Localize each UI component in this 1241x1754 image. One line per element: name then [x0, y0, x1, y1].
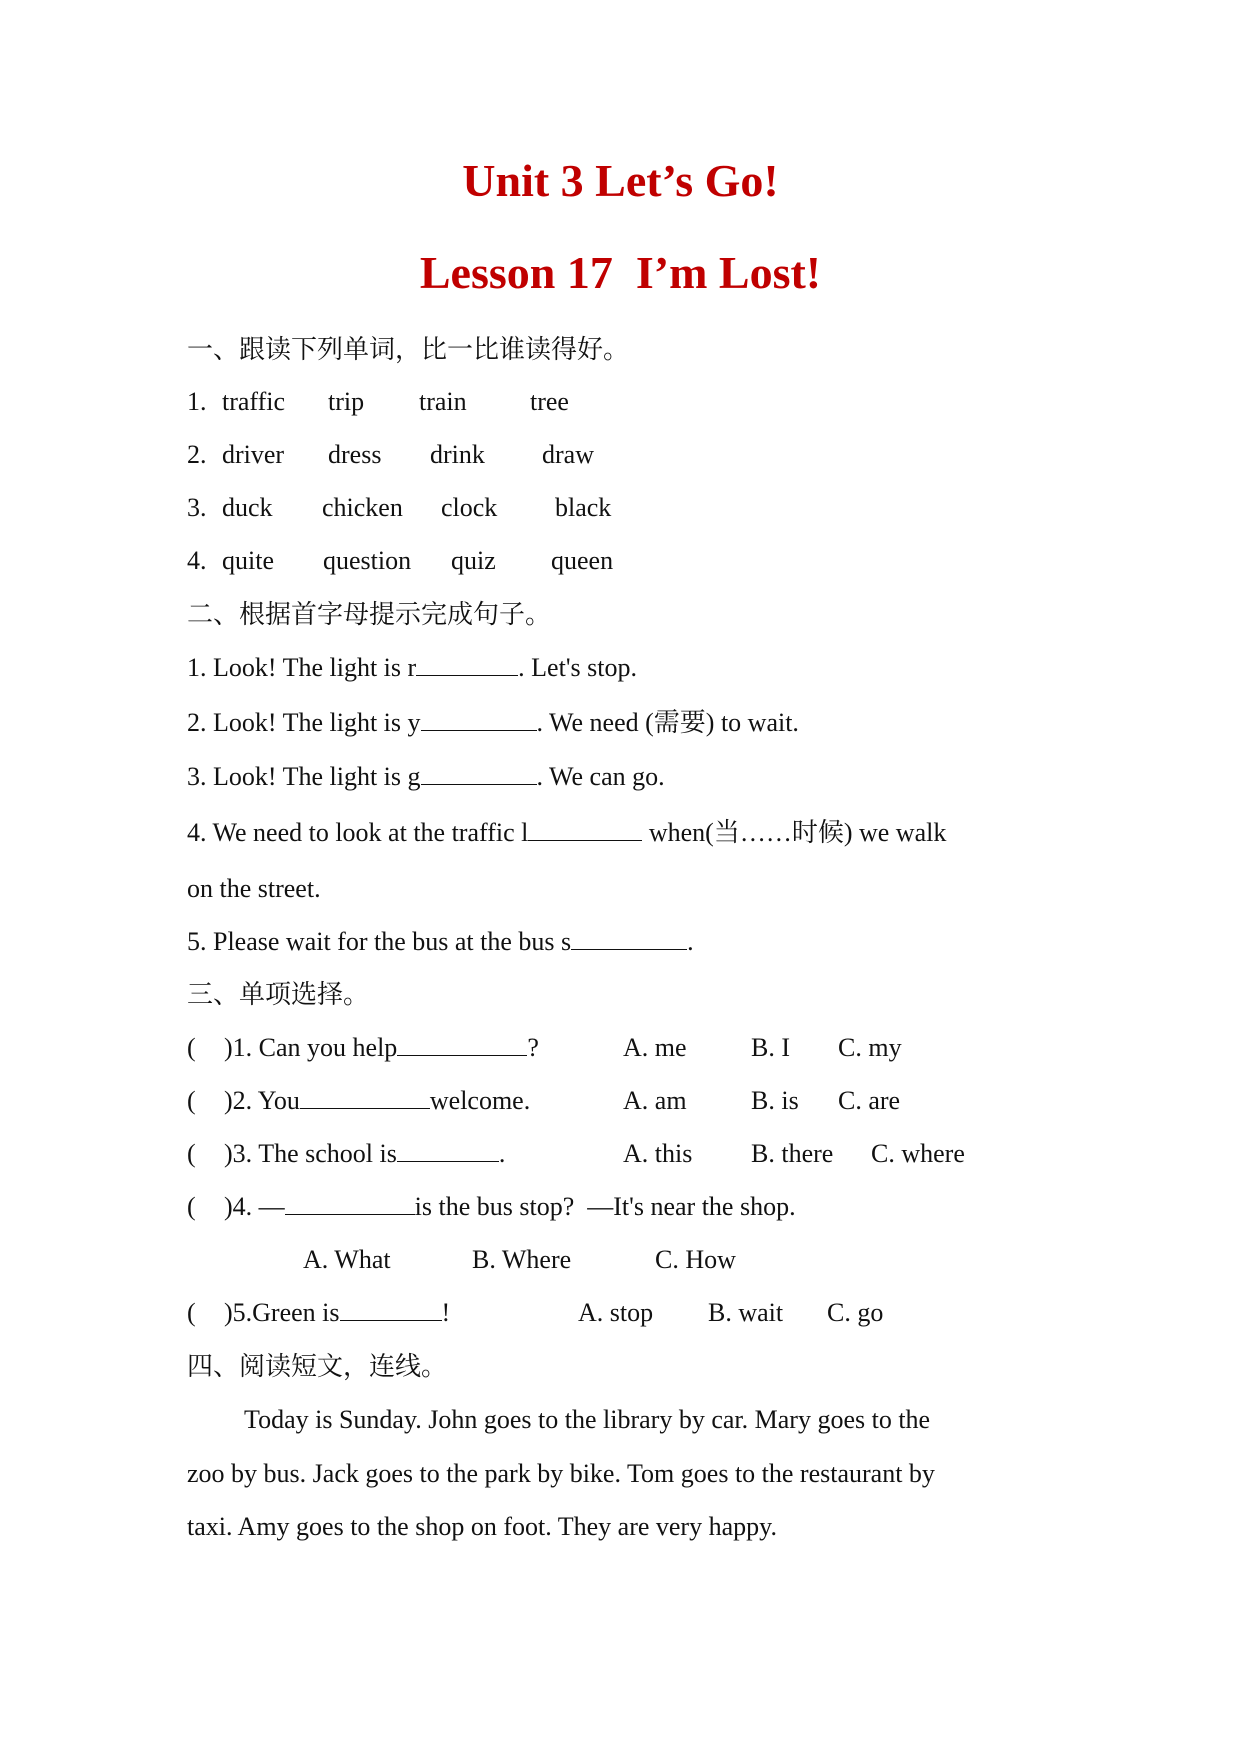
word: driver — [222, 440, 285, 469]
answer-blank — [300, 1084, 430, 1109]
answer-bracket[interactable]: ( — [187, 1139, 196, 1168]
question-stem: )1. Can you help ? — [224, 1033, 539, 1062]
option-a[interactable]: A. this — [623, 1139, 693, 1168]
answer-blank — [340, 1296, 442, 1321]
option-b[interactable]: B. wait — [708, 1298, 784, 1327]
word-row-number: 3. — [187, 493, 207, 522]
sentence-text: 1. Look! The light is r — [187, 653, 417, 682]
option-c[interactable]: C. where — [871, 1139, 965, 1168]
answer-blank[interactable] — [421, 760, 537, 785]
option-b[interactable]: B. I — [751, 1033, 790, 1062]
word-row-number: 4. — [187, 546, 207, 575]
word-row-number: 1. — [187, 387, 207, 416]
option-b[interactable]: B. Where — [472, 1245, 572, 1274]
fill-sentence — [187, 706, 799, 740]
word: quiz — [451, 546, 496, 575]
passage-line: zoo by bus. Jack goes to the park by bike. Tom goes to the restaurant by — [187, 1459, 935, 1488]
sentence-text: 2. Look! The light is y — [187, 708, 421, 737]
answer-blank — [397, 1137, 499, 1162]
lesson-title: Lesson 17 I’m Lost! — [419, 247, 822, 298]
answer-bracket[interactable]: ( — [187, 1086, 196, 1115]
option-b[interactable]: B. is — [751, 1086, 799, 1115]
option-c[interactable]: C. are — [838, 1086, 901, 1115]
word: quite — [222, 546, 274, 575]
word-row-number: 2. — [187, 440, 207, 469]
section3-heading: 三、单项选择。 — [187, 980, 370, 1009]
question-stem: )5.Green is ! — [224, 1298, 451, 1327]
answer-blank[interactable] — [571, 925, 687, 950]
question-stem: )3. The school is . — [224, 1139, 506, 1168]
answer-blank[interactable] — [421, 706, 537, 731]
question-stem: )2. You welcome. — [224, 1086, 531, 1115]
sentence-text: . — [687, 927, 694, 956]
option-a[interactable]: A. am — [623, 1086, 687, 1115]
option-c[interactable]: C. How — [655, 1245, 736, 1274]
option-a[interactable]: A. me — [623, 1033, 687, 1062]
answer-bracket[interactable]: ( — [187, 1192, 196, 1221]
sentence-text: 3. Look! The light is g — [187, 762, 421, 791]
word: draw — [542, 440, 594, 469]
unit-title: Unit 3 Let’s Go! — [462, 155, 779, 206]
answer-blank[interactable] — [416, 651, 518, 676]
word: question — [323, 546, 412, 575]
word: dress — [328, 440, 382, 469]
word: duck — [222, 493, 273, 522]
word: chicken — [322, 493, 403, 522]
section2-heading: 二、根据首字母提示完成句子。 — [187, 600, 552, 629]
word: trip — [328, 387, 365, 416]
fill-sentence — [187, 816, 946, 850]
section1-heading: 一、跟读下列单词，比一比谁读得好。 — [187, 335, 630, 364]
fill-sentence — [187, 760, 665, 794]
option-a[interactable]: A. stop — [578, 1298, 654, 1327]
sentence-text: . We need (需要) to wait. — [536, 708, 799, 737]
sentence-continuation: on the street. — [187, 874, 321, 903]
option-b[interactable]: B. there — [751, 1139, 834, 1168]
option-c[interactable]: C. my — [838, 1033, 902, 1062]
word: train — [419, 387, 467, 416]
passage-line: taxi. Amy goes to the shop on foot. They are very happy. — [187, 1512, 777, 1541]
answer-bracket[interactable]: ( — [187, 1298, 196, 1327]
sentence-text: when(当……时候) we walk — [642, 818, 947, 847]
sentence-text: 5. Please wait for the bus at the bus s — [187, 927, 572, 956]
answer-blank — [285, 1190, 415, 1215]
passage-line: Today is Sunday. John goes to the library by car. Mary goes to the — [244, 1405, 931, 1434]
fill-sentence — [187, 651, 637, 685]
answer-bracket[interactable]: ( — [187, 1033, 196, 1062]
fill-sentence — [187, 925, 694, 959]
word: traffic — [222, 387, 286, 416]
answer-blank[interactable] — [528, 816, 642, 841]
section4-heading: 四、阅读短文，连线。 — [187, 1352, 448, 1381]
sentence-text: . We can go. — [536, 762, 665, 791]
option-c[interactable]: C. go — [827, 1298, 884, 1327]
word: tree — [530, 387, 569, 416]
option-a[interactable]: A. What — [303, 1245, 391, 1274]
word: drink — [430, 440, 485, 469]
answer-blank — [397, 1031, 527, 1056]
word: queen — [551, 546, 614, 575]
sentence-text: . Let's stop. — [518, 653, 637, 682]
word: black — [555, 493, 612, 522]
word: clock — [441, 493, 498, 522]
question-stem: )4. — is the bus stop? —It's near the shop. — [224, 1192, 796, 1221]
sentence-text: 4. We need to look at the traffic l — [187, 818, 529, 847]
